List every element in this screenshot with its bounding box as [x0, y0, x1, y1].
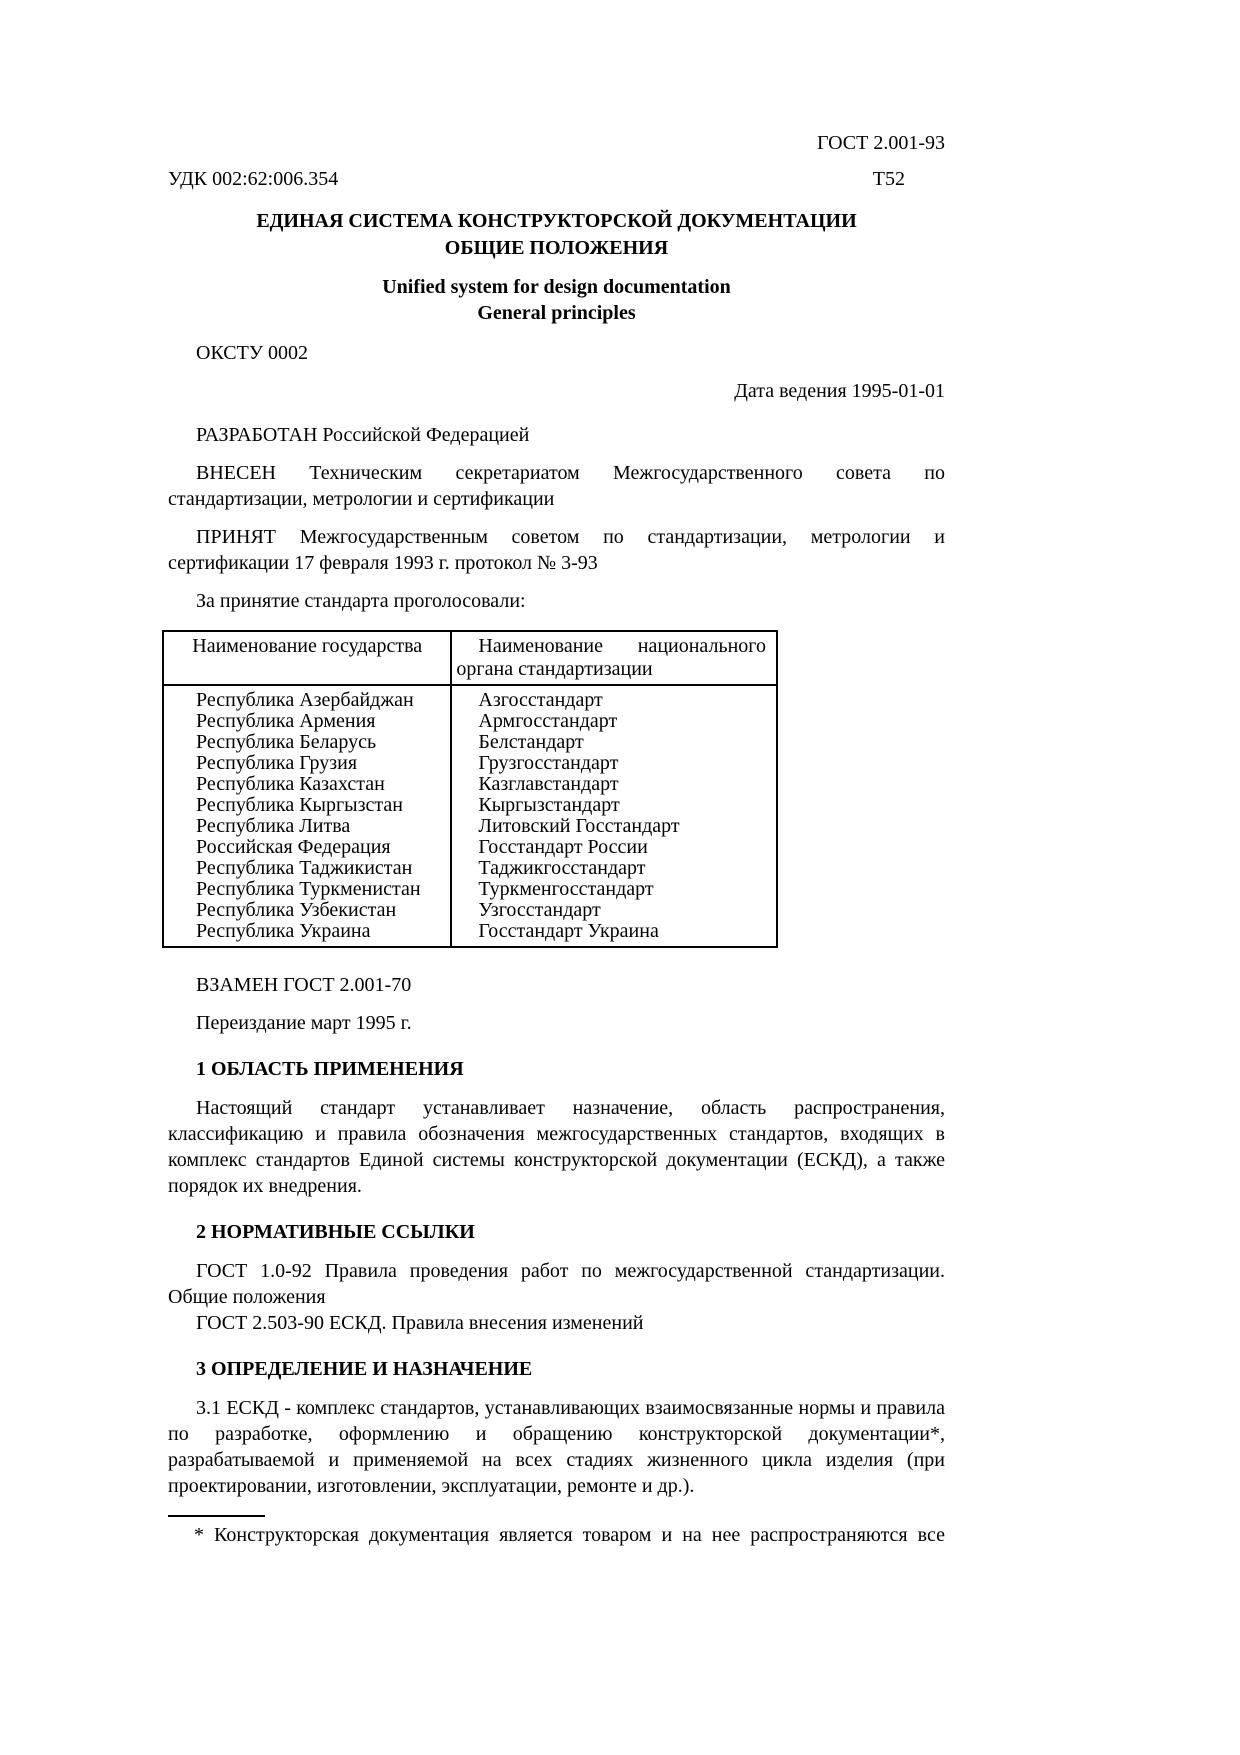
vote-table-row: [163, 732, 777, 753]
title-english-line1: Unified system for design documentation: [382, 276, 731, 298]
body-column-header-line1: [456, 635, 766, 658]
state-column-header: Наименование государства: [163, 631, 451, 685]
classification-code: Т52: [872, 168, 905, 190]
state-name-cell: Республика Азербайджан: [163, 685, 451, 711]
udk-row: [168, 166, 945, 192]
vote-table-row: [163, 711, 777, 732]
submitted-paragraph: ВНЕСЕН Техническим секретариатом Межгосударственного совета по стандартизации, метрологии и сертификации: [168, 462, 945, 510]
state-name-cell: Республика Таджикистан: [163, 858, 451, 879]
standards-body-cell: Туркменгосстандарт: [478, 878, 654, 900]
state-name-cell: Республика Узбекистан: [163, 900, 451, 921]
replaces-paragraph: ВЗАМЕН ГОСТ 2.001-70: [196, 974, 412, 996]
standards-body-cell: Казглавстандарт: [478, 773, 619, 795]
title-russian-line2: ОБЩИЕ ПОЛОЖЕНИЯ: [444, 237, 669, 259]
vote-table-row: [163, 774, 777, 795]
state-name-cell: Республика Грузия: [163, 753, 451, 774]
state-name-cell: Российская Федерация: [163, 837, 451, 858]
vote-table-row: [163, 795, 777, 816]
vote-table-row: [163, 900, 777, 921]
body-column-header-line2: органа стандартизации: [456, 658, 653, 680]
section-3-heading: 3 ОПРЕДЕЛЕНИЕ И НАЗНАЧЕНИЕ: [196, 1358, 533, 1380]
vote-table-row: [163, 837, 777, 858]
vote-table-row: [163, 879, 777, 900]
footnote-text: * Конструкторская документация является товаром и на нее распространяются все: [194, 1524, 945, 1546]
effective-date: Дата ведения 1995-01-01: [734, 380, 945, 402]
section-3-paragraph: 3.1 ЕСКД - комплекс стандартов, устанавливающих взаимосвязанные нормы и правила по разработке, оформлению и обращению конструкторской документации*, разрабатываемой и применяемой на всех стадиях жизненного цикла изделия (при проектировании, изготовлении, эксплуатации, ремонте и др.).: [168, 1397, 945, 1497]
state-name-cell: Республика Армения: [163, 711, 451, 732]
okstu-code: ОКСТУ 0002: [196, 342, 309, 364]
vote-table-row: [163, 685, 777, 711]
standards-body-cell: Азгосстандарт: [478, 689, 603, 711]
vote-table-header: [163, 631, 777, 685]
developed-paragraph: РАЗРАБОТАН Российской Федерацией: [196, 424, 530, 446]
standards-body-cell: Узгосстандарт: [478, 899, 601, 921]
state-name-cell: Республика Туркменистан: [163, 879, 451, 900]
title-russian-line1: ЕДИНАЯ СИСТЕМА КОНСТРУКТОРСКОЙ ДОКУМЕНТАЦИИ: [256, 210, 857, 232]
vote-table-row: [163, 816, 777, 837]
udk-code: УДК 002:62:006.354: [168, 168, 339, 190]
vote-intro-paragraph: За принятие стандарта проголосовали:: [196, 590, 526, 612]
standards-body-cell: Кыргызстандарт: [478, 794, 620, 816]
title-english-line2: General principles: [477, 302, 636, 324]
title-english: [168, 274, 945, 326]
reissue-paragraph: Переиздание март 1995 г.: [196, 1012, 412, 1034]
doc-number: ГОСТ 2.001-93: [817, 132, 945, 154]
section-2-paragraph-2: ГОСТ 2.503-90 ЕСКД. Правила внесения изменений: [196, 1312, 644, 1334]
title-russian: [168, 208, 945, 262]
vote-table-body: [163, 685, 777, 947]
body-column-header: [451, 631, 777, 685]
section-1-heading: 1 ОБЛАСТЬ ПРИМЕНЕНИЯ: [196, 1058, 464, 1080]
vote-table-row: [163, 858, 777, 879]
vote-table: [162, 630, 778, 948]
state-name-cell: Республика Казахстан: [163, 774, 451, 795]
section-2-paragraph-1: ГОСТ 1.0-92 Правила проведения работ по межгосударственной стандартизации. Общие положения: [168, 1260, 945, 1308]
body-column-header-word1: Наименование: [478, 635, 604, 657]
vote-table-row: [163, 921, 777, 947]
standards-body-cell: Госстандарт России: [478, 836, 648, 858]
standards-body-cell: Таджикгосстандарт: [478, 857, 646, 879]
section-2-heading: 2 НОРМАТИВНЫЕ ССЫЛКИ: [196, 1221, 475, 1243]
state-name-cell: Республика Литва: [163, 816, 451, 837]
standards-body-cell: Белстандарт: [478, 731, 584, 753]
state-name-cell: Республика Украина: [163, 921, 451, 947]
section-1-paragraph: Настоящий стандарт устанавливает назначение, область распространения, классификацию и правила обозначения межгосударственных стандартов, входящих в комплекс стандартов Единой системы конструкторской документации (ЕСКД), а также порядок их внедрения.: [168, 1097, 945, 1197]
accepted-paragraph: ПРИНЯТ Межгосударственным советом по стандартизации, метрологии и сертификации 17 февраля 1993 г. протокол № 3-93: [168, 526, 945, 574]
standards-body-cell: Литовский Госстандарт: [478, 815, 680, 837]
standards-body-cell: Армгосстандарт: [478, 710, 618, 732]
standards-body-cell: Госстандарт Украина: [478, 920, 659, 942]
vote-table-header-row: [163, 631, 777, 685]
body-column-header-word2: национального: [637, 635, 766, 657]
standards-body-cell: Грузгосстандарт: [478, 752, 619, 774]
state-name-cell: Республика Беларусь: [163, 732, 451, 753]
state-name-cell: Республика Кыргызстан: [163, 795, 451, 816]
vote-table-row: [163, 753, 777, 774]
footnote-divider: [168, 1515, 265, 1517]
